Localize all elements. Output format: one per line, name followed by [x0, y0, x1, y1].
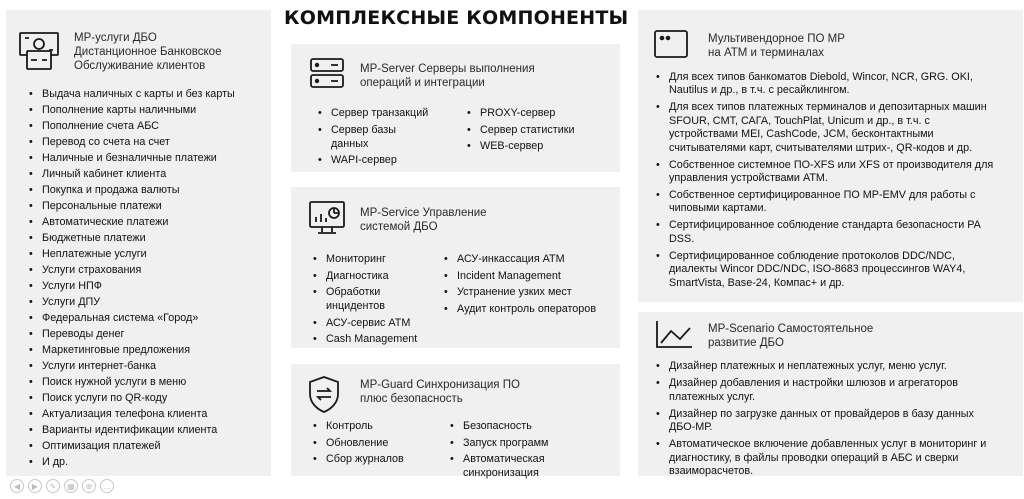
list-item: • Маркетинговые предложения [28, 342, 263, 358]
list-item: • Пополнение счета АБС [28, 118, 263, 134]
list-item: • Мониторинг [312, 252, 442, 266]
more-options-button[interactable]: … [100, 479, 114, 493]
list-item: • Автоматическое включение добавленных услуг в мониторинг и диагностику, в файлы проводки операций в АБС и сверки взаиморасчетов. [655, 438, 1000, 478]
server-list-col2 [466, 106, 611, 156]
guard-header: MP-Guard Синхронизация ПО плюс безопасность [360, 379, 520, 405]
list-item: • Сервер статистики [466, 123, 611, 137]
list-item: • Услуги НПФ [28, 278, 263, 294]
list-item: • Неплатежные услуги [28, 246, 263, 262]
list-item: • Аудит контроль операторов [443, 302, 618, 316]
server-icon [309, 55, 345, 91]
server-header: MP-Server Серверы выполнения операций и интеграции [360, 63, 535, 89]
list-item: • Дизайнер добавления и настройки шлюзов и агрегаторов платежных услуг. [655, 377, 1000, 404]
list-item: • И др. [28, 454, 263, 470]
scenario-header: MP-Scenario Самостоятельное развитие ДБО [708, 323, 874, 349]
list-item: • Автоматическая синхронизация [449, 452, 554, 480]
list-item: • WAPI-сервер [317, 153, 447, 167]
monitor-chart-icon [308, 199, 346, 237]
service-list-col2 [443, 252, 618, 318]
list-item: • Дизайнер платежных и неплатежных услуг, меню услуг. [655, 360, 1000, 373]
pen-tool-button[interactable]: ✎ [46, 479, 60, 493]
list-item: • Обработки инцидентов [312, 285, 407, 313]
next-slide-button[interactable]: ▶ [28, 479, 42, 493]
list-item: • Сертифицированное соблюдение стандарта безопасности PA DSS. [655, 219, 1000, 246]
slide-grid-button[interactable]: ▦ [64, 479, 78, 493]
list-item: • Услуги ДПУ [28, 294, 263, 310]
zoom-button[interactable]: ⊕ [82, 479, 96, 493]
list-item: • Устранение узких мест [443, 285, 618, 299]
list-item: • Актуализация телефона клиента [28, 406, 263, 422]
list-item: • Поиск услуги по QR-коду [28, 390, 263, 406]
list-item: • Дизайнер по загрузке данных от провайдеров в базу данных ДБО-МР. [655, 408, 1000, 435]
list-item: • Контроль [312, 419, 432, 433]
list-item: • Бюджетные платежи [28, 230, 263, 246]
banknote-icon [18, 29, 62, 71]
line-chart-icon [654, 318, 694, 350]
list-item: • Диагностика [312, 269, 442, 283]
list-item: • АСУ-сервис АТМ [312, 316, 442, 330]
list-item: • Incident Management [443, 269, 618, 283]
guard-list-col2 [449, 419, 614, 483]
list-item: • Покупка и продажа валюты [28, 182, 263, 198]
list-item: • Выдача наличных с карты и без карты [28, 86, 263, 102]
list-item: • Для всех типов банкоматов Diebold, Wincor, NCR, GRG. OKI, Nautilus и др., в т.ч. с ресайклингом. [655, 71, 1000, 98]
list-item: • Услуги страхования [28, 262, 263, 278]
list-item: • Сервер транзакций [317, 106, 447, 120]
server-list-col1 [317, 106, 447, 170]
list-item: • Собственное системное ПО-XFS или XFS от производителя для управления устройствами АТМ. [655, 159, 1000, 186]
list-item: • Обновление [312, 436, 432, 450]
terminal-window-icon [653, 29, 689, 59]
list-item: • Варианты идентификации клиента [28, 422, 263, 438]
page-title: КОМПЛЕКСНЫЕ КОМПОНЕНТЫ [284, 7, 629, 29]
list-item: • Личный кабинет клиента [28, 166, 263, 182]
list-item: • Пополнение карты наличными [28, 102, 263, 118]
prev-slide-button[interactable]: ◀ [10, 479, 24, 493]
list-item: • Для всех типов платежных терминалов и депозитарных машин SFOUR, CMT, САГА, TouchPlat, Unicum и др., в т.ч. с устройствами MEI, CashCode, JCM, бесконтактными считывателями карт, считывателями штрих-, QR-кодов и др. [655, 101, 1000, 155]
left-services-list [28, 86, 263, 470]
list-item: • Сертифицированное соблюдение протоколов DDC/NDC, диалекты Wincor DDC/NDC, ISO-8683 процессингов WAY4, SmartVista, Base-24, Компас+ и др. [655, 250, 1000, 290]
list-item: • Безопасность [449, 419, 614, 433]
multivendor-header: Мультивендорное ПО МР на АТМ и терминалах [708, 33, 845, 59]
scenario-list [655, 360, 1000, 482]
list-item: • Услуги интернет-банка [28, 358, 263, 374]
list-item: • АСУ-инкассация АТМ [443, 252, 618, 266]
shield-sync-icon [307, 374, 341, 414]
list-item: • Собственное сертифицированное ПО МР-EMV для работы с чиповыми картами. [655, 189, 1000, 216]
list-item: • PROXY-сервер [466, 106, 611, 120]
guard-list-col1 [312, 419, 432, 469]
list-item: • Сбор журналов [312, 452, 432, 466]
list-item: • Запуск программ [449, 436, 614, 450]
list-item: • Наличные и безналичные платежи [28, 150, 263, 166]
list-item: • Автоматические платежи [28, 214, 263, 230]
list-item: • WEB-сервер [466, 139, 611, 153]
list-item: • Cash Management [312, 332, 442, 346]
service-list-col1 [312, 252, 442, 349]
list-item: • Оптимизация платежей [28, 438, 263, 454]
list-item: • Сервер базы данных [317, 123, 427, 151]
slide-nav-controls [10, 479, 114, 495]
left-header: MP-услуги ДБО Дистанционное Банковское Обслуживание клиентов [74, 32, 222, 72]
list-item: • Поиск нужной услуги в меню [28, 374, 263, 390]
list-item: • Персональные платежи [28, 198, 263, 214]
service-header: MP-Service Управление системой ДБО [360, 207, 487, 233]
list-item: • Перевод со счета на счет [28, 134, 263, 150]
list-item: • Федеральная система «Город» [28, 310, 263, 326]
multivendor-list [655, 71, 1000, 294]
list-item: • Переводы денег [28, 326, 263, 342]
